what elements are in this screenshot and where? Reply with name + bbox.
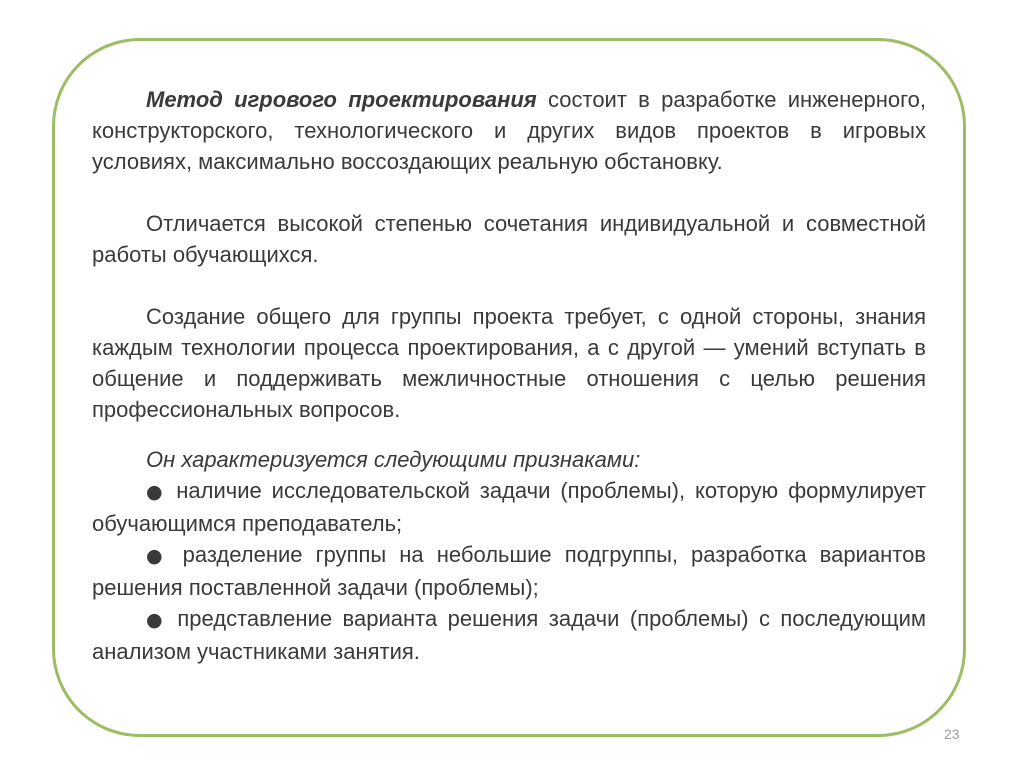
list-item <box>92 475 926 539</box>
page-number: 23 <box>944 726 960 742</box>
list-item <box>92 603 926 667</box>
paragraph-features: Отличается высокой степенью сочетания индивидуальной и совместной работы обучающихся. <box>92 211 926 267</box>
list-item-text: представление варианта решения задачи (проблемы) с последующим анализом участниками занятия. <box>92 606 926 664</box>
bullet-icon: ● <box>146 545 170 567</box>
paragraph-method-definition <box>92 84 926 177</box>
slide-content <box>92 84 926 667</box>
list-item <box>92 539 926 603</box>
features-intro: Он характеризуется следующими признаками: <box>146 447 641 472</box>
method-term: Метод игрового проектирования <box>146 87 537 112</box>
list-item-text: разделение группы на небольшие подгруппы, разработка вариантов решения поставленной задачи (проблемы); <box>92 542 926 600</box>
bullet-icon: ● <box>146 609 167 631</box>
paragraph-project-requirements: Создание общего для группы проекта требует, с одной стороны, знания каждым технологии процесса проектирования, а с другой — умений вступать в общение и поддерживать межличностные отношения с целью решения профессиональных вопросов. <box>92 304 926 422</box>
method-definition-text: состоит в разработке инженерного, конструкторского, технологического и других видов проектов в игровых условиях, максимально воссоздающих реальную обстановку. <box>92 87 926 174</box>
bullet-icon: ● <box>146 481 167 503</box>
list-item-text: наличие исследовательской задачи (проблемы), которую формулирует обучающимся преподаватель; <box>92 478 926 536</box>
